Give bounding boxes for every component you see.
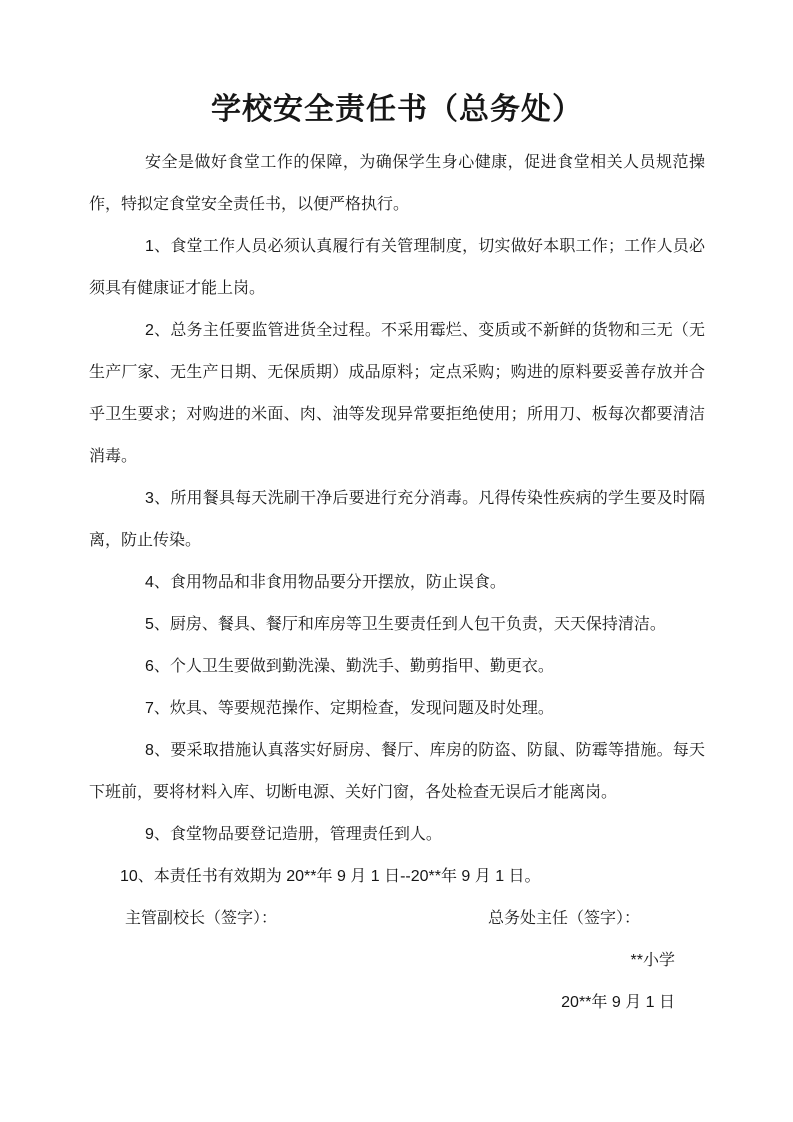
principal-signature-label: 主管副校长（签字）：: [125, 910, 278, 927]
document-body: [89, 142, 705, 1024]
responsibility-item-10: 10、本责任书有效期为 20**年 9 月 1 日--20**年 9 月 1 日。: [120, 868, 541, 885]
responsibility-item-6: 6、个人卫生要做到勤洗澡、勤洗手、勤剪指甲、勤更衣。: [145, 658, 554, 675]
responsibility-item-1: 1、食堂工作人员必须认真履行有关管理制度，切实做好本职工作；工作人员必须具有健康证才能上岗。: [89, 238, 705, 297]
signature-row: [89, 898, 705, 940]
responsibility-item-5: 5、厨房、餐具、餐厅和库房等卫生要责任到人包干负责，天天保持清洁。: [145, 616, 666, 633]
intro-paragraph: 安全是做好食堂工作的保障，为确保学生身心健康，促进食堂相关人员规范操作，特拟定食堂安全责任书，以便严格执行。: [89, 154, 705, 213]
responsibility-item-3: 3、所用餐具每天洗刷干净后要进行充分消毒。凡得传染性疾病的学生要及时隔离，防止传染。: [89, 490, 705, 549]
document-title: 学校安全责任书（总务处）: [211, 93, 583, 126]
responsibility-item-9: 9、食堂物品要登记造册，管理责任到人。: [145, 826, 442, 843]
responsibility-item-2: 2、总务主任要监管进货全过程。不采用霉烂、变质或不新鲜的货物和三无（无生产厂家、无生产日期、无保质期）成品原料；定点采购；购进的原料要妥善存放并合乎卫生要求；对购进的米面、肉、油等发现异常要拒绝使用；所用刀、板每次都要清洁消毒。: [89, 322, 705, 465]
responsibility-item-4: 4、食用物品和非食用物品要分开摆放，防止误食。: [145, 574, 506, 591]
school-name: **小学: [630, 952, 675, 969]
responsibility-item-8: 8、要采取措施认真落实好厨房、餐厅、库房的防盗、防鼠、防霉等措施。每天下班前，要将材料入库、切断电源、关好门窗，各处检查无误后才能离岗。: [89, 742, 705, 801]
responsibility-item-7: 7、炊具、等要规范操作、定期检查，发现问题及时处理。: [145, 700, 554, 717]
director-signature-label: 总务处主任（签字）：: [488, 910, 641, 927]
document-date: 20**年 9 月 1 日: [561, 994, 675, 1011]
